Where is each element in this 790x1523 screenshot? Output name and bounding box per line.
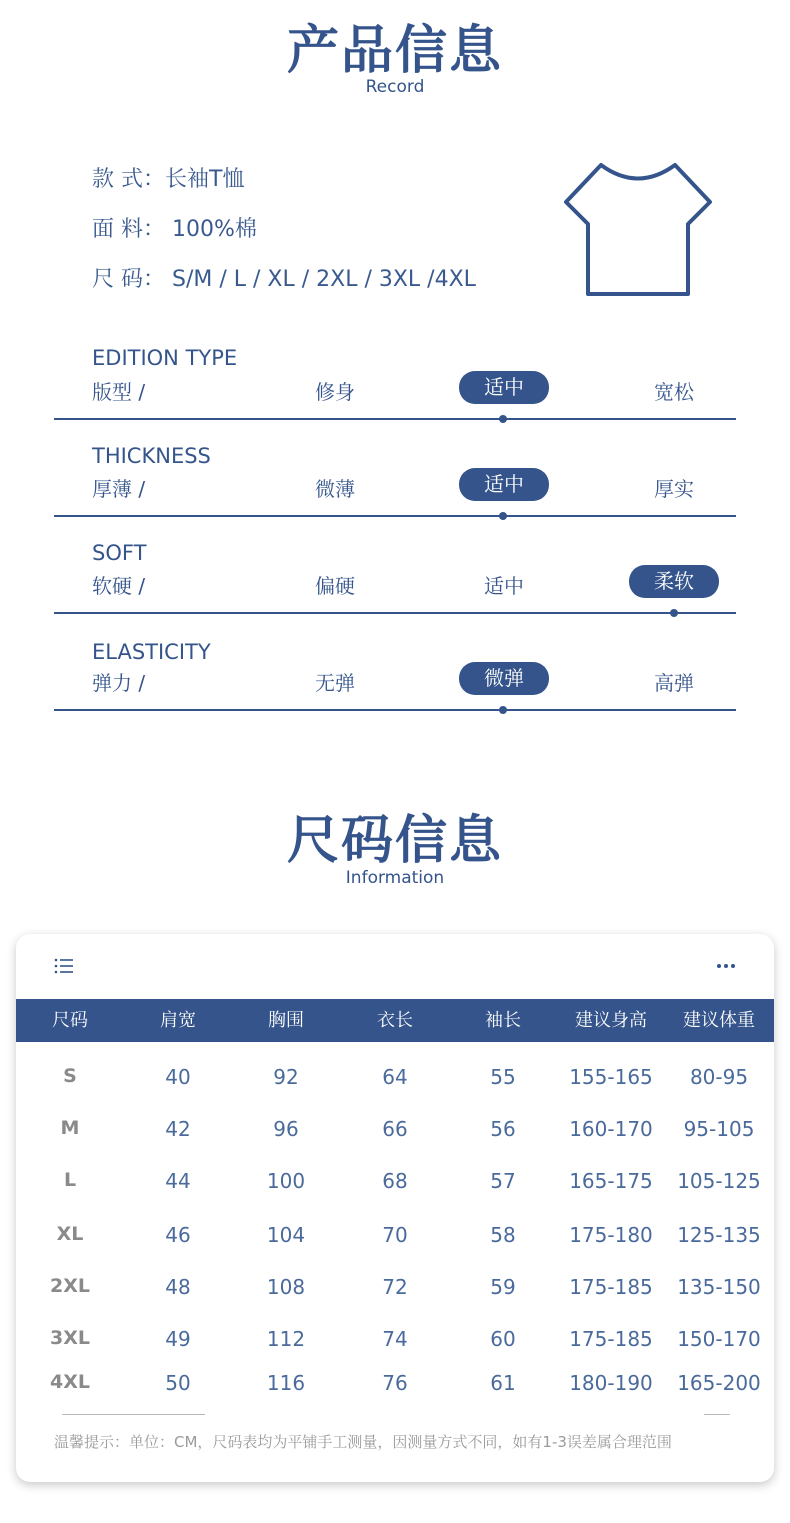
value-cell: 42 <box>165 1117 191 1141</box>
size-cell: L <box>63 1169 77 1191</box>
style-value: 长袖T恤 <box>165 167 245 192</box>
product-info-subtitle: Record <box>365 77 425 97</box>
scale-line <box>54 418 736 420</box>
value-cell: 46 <box>165 1223 191 1247</box>
value-cell: 125-135 <box>677 1223 761 1247</box>
size-value: S/M / L / XL / 2XL / 3XL /4XL <box>172 267 476 292</box>
scale-line <box>54 709 736 711</box>
size-cell: 4XL <box>50 1371 90 1393</box>
value-cell: 76 <box>382 1371 408 1395</box>
attribute-en-label: ELASTICITY <box>92 640 211 664</box>
size-cell: XL <box>56 1223 84 1245</box>
style-label: 款 式： <box>92 167 165 192</box>
product-info-title: 产品信息 <box>286 21 503 81</box>
value-cell: 59 <box>490 1275 516 1299</box>
scale-marker <box>499 706 507 714</box>
header-length: 衣长 <box>377 1010 413 1031</box>
divider <box>62 1414 205 1415</box>
value-cell: 108 <box>266 1275 306 1299</box>
value-cell: 180-190 <box>569 1371 653 1395</box>
value-cell: 175-185 <box>569 1327 653 1351</box>
attribute-cn-label: 软硬 / <box>92 574 146 598</box>
size-cell: 2XL <box>50 1275 90 1297</box>
value-cell: 40 <box>165 1065 191 1089</box>
value-cell: 49 <box>165 1327 191 1351</box>
attribute-en-label: EDITION TYPE <box>92 346 238 370</box>
header-height: 建议身高 <box>575 1010 647 1031</box>
option-thick[interactable]: 厚实 <box>654 477 694 501</box>
header-weight: 建议体重 <box>683 1010 755 1031</box>
fabric-value: 100%棉 <box>172 217 257 242</box>
value-cell: 116 <box>266 1371 306 1395</box>
table-header <box>16 999 774 1042</box>
attribute-en-label: THICKNESS <box>92 444 211 468</box>
value-cell: 44 <box>165 1169 191 1193</box>
option-loose[interactable]: 宽松 <box>654 380 694 404</box>
value-cell: 57 <box>490 1169 516 1193</box>
size-info-subtitle: Information <box>345 868 445 888</box>
value-cell: 61 <box>490 1371 516 1395</box>
option-no-stretch[interactable]: 无弹 <box>315 671 355 695</box>
size-label: 尺 码： <box>92 267 165 292</box>
value-cell: 96 <box>273 1117 299 1141</box>
value-cell: 135-150 <box>677 1275 761 1299</box>
option-thin[interactable]: 微薄 <box>315 477 355 501</box>
header-size: 尺码 <box>52 1010 88 1031</box>
value-cell: 70 <box>382 1223 408 1247</box>
value-cell: 74 <box>382 1327 408 1351</box>
value-cell: 50 <box>165 1371 191 1395</box>
size-cell: M <box>60 1117 80 1139</box>
scale-marker <box>670 609 678 617</box>
size-cell: S <box>63 1065 77 1087</box>
fabric-label: 面 料： <box>92 217 165 242</box>
value-cell: 150-170 <box>677 1327 761 1351</box>
attribute-en-label: SOFT <box>92 541 147 565</box>
option-high-stretch[interactable]: 高弹 <box>654 671 694 695</box>
value-cell: 165-175 <box>569 1169 653 1193</box>
option-slim[interactable]: 修身 <box>315 380 355 404</box>
value-cell: 55 <box>490 1065 516 1089</box>
value-cell: 112 <box>266 1327 306 1351</box>
option-stiff[interactable]: 偏硬 <box>315 574 355 598</box>
scale-marker <box>499 512 507 520</box>
value-cell: 56 <box>490 1117 516 1141</box>
value-cell: 68 <box>382 1169 408 1193</box>
tshirt-outline-icon <box>560 158 716 302</box>
header-shoulder: 肩宽 <box>160 1010 196 1031</box>
size-cell: 3XL <box>50 1327 90 1349</box>
option-slight-stretch-selected[interactable]: 微弹 <box>459 662 549 695</box>
attribute-cn-label: 厚薄 / <box>92 477 146 501</box>
value-cell: 48 <box>165 1275 191 1299</box>
value-cell: 175-180 <box>569 1223 653 1247</box>
scale-line <box>54 612 736 614</box>
style-row <box>92 162 244 193</box>
attribute-cn-label: 弹力 / <box>92 671 146 695</box>
value-cell: 100 <box>266 1169 306 1193</box>
value-cell: 104 <box>266 1223 306 1247</box>
size-info-title: 尺码信息 <box>286 811 503 871</box>
value-cell: 58 <box>490 1223 516 1247</box>
value-cell: 165-200 <box>677 1371 761 1395</box>
value-cell: 64 <box>382 1065 408 1089</box>
option-medium-selected[interactable]: 适中 <box>459 371 549 404</box>
header-chest: 胸围 <box>268 1010 304 1031</box>
list-icon[interactable] <box>54 957 74 975</box>
scale-line <box>54 515 736 517</box>
value-cell: 72 <box>382 1275 408 1299</box>
fabric-row <box>92 212 257 243</box>
value-cell: 60 <box>490 1327 516 1351</box>
value-cell: 155-165 <box>569 1065 653 1089</box>
option-medium-selected[interactable]: 适中 <box>459 468 549 501</box>
value-cell: 95-105 <box>683 1117 755 1141</box>
size-table-card <box>16 934 774 1482</box>
value-cell: 92 <box>273 1065 299 1089</box>
divider <box>704 1414 730 1415</box>
more-dots-icon[interactable] <box>716 962 736 970</box>
header-sleeve: 袖长 <box>485 1010 521 1031</box>
measurement-note: 温馨提示：单位：CM，尺码表均为平铺手工测量，因测量方式不同，如有1-3误差属合理范围 <box>54 1433 672 1451</box>
option-medium[interactable]: 适中 <box>484 574 524 598</box>
size-row <box>92 262 476 293</box>
attribute-cn-label: 版型 / <box>92 380 146 404</box>
value-cell: 175-185 <box>569 1275 653 1299</box>
option-soft-selected[interactable]: 柔软 <box>629 565 719 598</box>
value-cell: 66 <box>382 1117 408 1141</box>
value-cell: 105-125 <box>677 1169 761 1193</box>
value-cell: 160-170 <box>569 1117 653 1141</box>
value-cell: 80-95 <box>689 1065 749 1089</box>
scale-marker <box>499 415 507 423</box>
